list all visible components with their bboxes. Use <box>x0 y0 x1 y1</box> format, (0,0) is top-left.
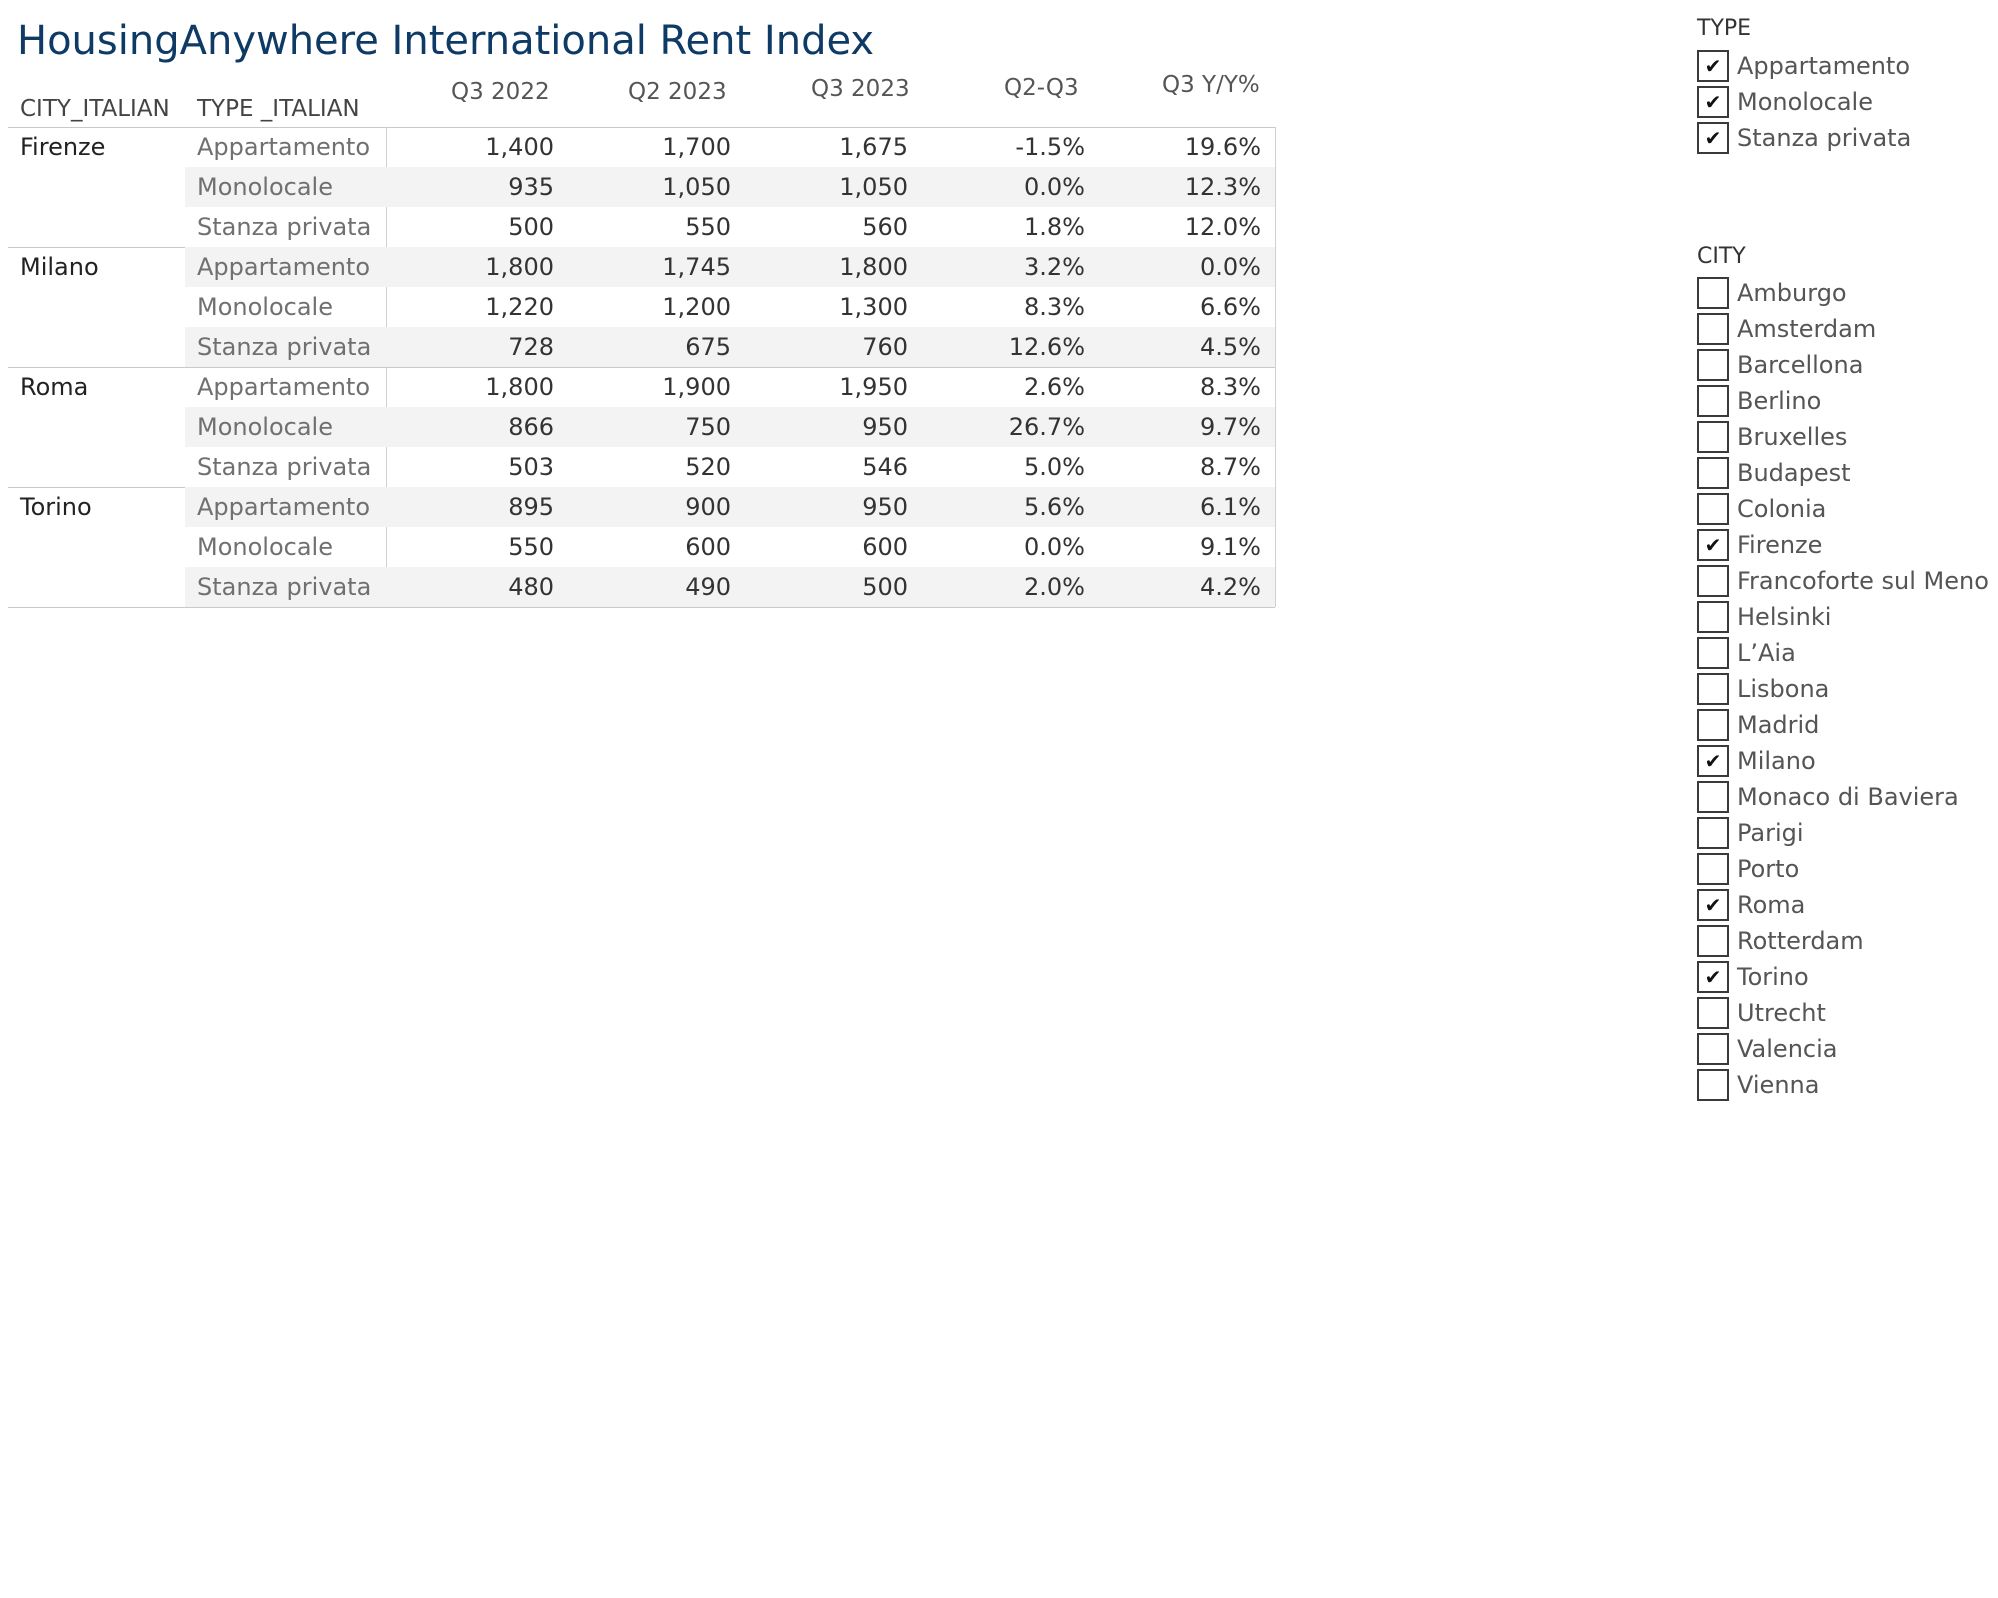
value-cell: 8.3% <box>1200 373 1261 401</box>
city-filter-label: Milano <box>1737 747 1816 775</box>
col-header-q3-2022: Q3 2022 <box>451 79 550 105</box>
value-cell: 26.7% <box>1008 413 1085 441</box>
row-header-city: CITY_ITALIAN <box>20 96 170 122</box>
type-label: Monolocale <box>197 533 333 561</box>
value-cell: 546 <box>862 453 908 481</box>
value-cell: 2.0% <box>1024 573 1085 601</box>
value-cell: 1,745 <box>662 253 731 281</box>
city-filter-label: Helsinki <box>1737 603 1832 631</box>
value-cell: 0.0% <box>1024 173 1085 201</box>
city-filter-label: Rotterdam <box>1737 927 1864 955</box>
city-label: Milano <box>20 253 99 281</box>
value-cell: 480 <box>508 573 554 601</box>
type-label: Monolocale <box>197 173 333 201</box>
city-filter-item[interactable] <box>1697 635 1796 671</box>
value-cell: 2.6% <box>1024 373 1085 401</box>
city-filter-label: Francoforte sul Meno <box>1737 567 1989 595</box>
city-filter-item[interactable] <box>1697 1067 1819 1103</box>
checkbox-unchecked-icon[interactable] <box>1697 277 1729 309</box>
city-filter-item[interactable] <box>1697 527 1822 563</box>
type-filter-title: TYPE <box>1697 16 1752 41</box>
city-filter-label: Valencia <box>1737 1035 1838 1063</box>
checkbox-unchecked-icon[interactable] <box>1697 385 1729 417</box>
value-cell: 950 <box>862 413 908 441</box>
city-filter-label: Barcellona <box>1737 351 1864 379</box>
type-label: Monolocale <box>197 413 333 441</box>
value-cell: 1,800 <box>839 253 908 281</box>
value-cell: 520 <box>685 453 731 481</box>
value-cell: 1,300 <box>839 293 908 321</box>
col-header-q3-yy: Q3 Y/Y% <box>1162 72 1260 98</box>
city-filter-label: Amburgo <box>1737 279 1847 307</box>
city-filter-title: CITY <box>1697 244 1746 269</box>
value-cell: 560 <box>862 213 908 241</box>
value-cell: 935 <box>508 173 554 201</box>
checkbox-unchecked-icon[interactable] <box>1697 421 1729 453</box>
value-cell: 9.7% <box>1200 413 1261 441</box>
checkbox-unchecked-icon[interactable] <box>1697 709 1729 741</box>
type-label: Stanza privata <box>197 453 372 481</box>
city-filter-item[interactable] <box>1697 347 1863 383</box>
city-filter-item[interactable] <box>1697 995 1826 1031</box>
checkbox-unchecked-icon[interactable] <box>1697 637 1729 669</box>
city-filter-item[interactable] <box>1697 851 1799 887</box>
value-cell: 1,950 <box>839 373 908 401</box>
value-cell: 1,050 <box>839 173 908 201</box>
checkbox-checked-icon[interactable] <box>1697 86 1729 118</box>
checkmark-icon: ✔ <box>1704 533 1722 557</box>
col-header-q2-q3: Q2-Q3 <box>1004 75 1079 101</box>
value-cell: 895 <box>508 493 554 521</box>
checkbox-checked-icon[interactable] <box>1697 122 1729 154</box>
value-cell: 900 <box>685 493 731 521</box>
city-filter-label: Budapest <box>1737 459 1851 487</box>
value-cell: 12.3% <box>1184 173 1261 201</box>
row-header-type: TYPE _ITALIAN <box>197 96 360 122</box>
value-cell: 4.2% <box>1200 573 1261 601</box>
city-filter-label: Parigi <box>1737 819 1804 847</box>
city-filter-item[interactable] <box>1697 959 1809 995</box>
city-filter-label: Amsterdam <box>1737 315 1877 343</box>
value-cell: 1,800 <box>485 373 554 401</box>
value-cell: 503 <box>508 453 554 481</box>
type-label: Appartamento <box>197 133 371 161</box>
city-filter-item[interactable] <box>1697 923 1864 959</box>
type-label: Appartamento <box>197 253 371 281</box>
group-separator <box>8 607 1275 608</box>
value-cell: 1,675 <box>839 133 908 161</box>
city-filter-label: Bruxelles <box>1737 423 1848 451</box>
checkbox-unchecked-icon[interactable] <box>1697 493 1729 525</box>
value-cell: 490 <box>685 573 731 601</box>
checkbox-checked-icon[interactable] <box>1697 50 1729 82</box>
city-filter-label: Lisbona <box>1737 675 1830 703</box>
value-cell: 550 <box>685 213 731 241</box>
value-cell: 0.0% <box>1200 253 1261 281</box>
city-filter-item[interactable] <box>1697 1031 1837 1067</box>
checkbox-unchecked-icon[interactable] <box>1697 457 1729 489</box>
city-filter-item[interactable] <box>1697 311 1876 347</box>
city-filter-label: Utrecht <box>1737 999 1826 1027</box>
city-filter-item[interactable] <box>1697 743 1816 779</box>
type-filter-item[interactable] <box>1697 120 1911 156</box>
value-cell: 12.0% <box>1184 213 1261 241</box>
checkmark-icon: ✔ <box>1704 54 1722 78</box>
city-label: Roma <box>20 373 89 401</box>
value-cell: 5.6% <box>1024 493 1085 521</box>
type-label: Stanza privata <box>197 573 372 601</box>
value-cell: 675 <box>685 333 731 361</box>
checkbox-unchecked-icon[interactable] <box>1697 1033 1729 1065</box>
checkbox-unchecked-icon[interactable] <box>1697 349 1729 381</box>
checkbox-checked-icon[interactable] <box>1697 889 1729 921</box>
checkbox-checked-icon[interactable] <box>1697 745 1729 777</box>
city-filter-label: Torino <box>1737 963 1809 991</box>
value-cell: 5.0% <box>1024 453 1085 481</box>
value-cell: 19.6% <box>1184 133 1261 161</box>
city-filter-label: Porto <box>1737 855 1800 883</box>
city-label: Torino <box>20 493 92 521</box>
checkbox-unchecked-icon[interactable] <box>1697 997 1729 1029</box>
type-filter-item[interactable] <box>1697 84 1873 120</box>
city-filter-label: Vienna <box>1737 1071 1820 1099</box>
checkbox-unchecked-icon[interactable] <box>1697 313 1729 345</box>
checkbox-unchecked-icon[interactable] <box>1697 565 1729 597</box>
value-cell: 0.0% <box>1024 533 1085 561</box>
value-cell: 8.3% <box>1024 293 1085 321</box>
value-cell: 12.6% <box>1008 333 1085 361</box>
city-filter-item[interactable] <box>1697 275 1847 311</box>
type-filter-label: Appartamento <box>1737 52 1911 80</box>
checkbox-checked-icon[interactable] <box>1697 529 1729 561</box>
value-cell: 1.8% <box>1024 213 1085 241</box>
value-cell: 550 <box>508 533 554 561</box>
checkbox-unchecked-icon[interactable] <box>1697 601 1729 633</box>
value-cell: 600 <box>685 533 731 561</box>
value-cell: 1,900 <box>662 373 731 401</box>
value-cell: 4.5% <box>1200 333 1261 361</box>
city-filter-item[interactable] <box>1697 887 1805 923</box>
value-cell: 750 <box>685 413 731 441</box>
type-filter-label: Monolocale <box>1737 88 1873 116</box>
value-cell: -1.5% <box>1015 133 1085 161</box>
city-filter-item[interactable] <box>1697 383 1821 419</box>
col-header-q2-2023: Q2 2023 <box>628 79 727 105</box>
city-filter-item[interactable] <box>1697 563 1989 599</box>
city-filter-item[interactable] <box>1697 599 1831 635</box>
type-label: Stanza privata <box>197 333 372 361</box>
checkbox-unchecked-icon[interactable] <box>1697 853 1729 885</box>
city-filter-label: Roma <box>1737 891 1806 919</box>
checkmark-icon: ✔ <box>1704 126 1722 150</box>
value-cell: 600 <box>862 533 908 561</box>
value-cell: 1,050 <box>662 173 731 201</box>
dashboard-title: HousingAnywhere International Rent Index <box>17 18 875 64</box>
city-filter-item[interactable] <box>1697 455 1851 491</box>
value-cell: 1,800 <box>485 253 554 281</box>
value-cell: 1,200 <box>662 293 731 321</box>
checkmark-icon: ✔ <box>1704 90 1722 114</box>
city-filter-label: Madrid <box>1737 711 1820 739</box>
value-cell: 1,220 <box>485 293 554 321</box>
city-filter-item[interactable] <box>1697 707 1819 743</box>
type-label: Appartamento <box>197 493 371 521</box>
city-filter-label: L’Aia <box>1737 639 1796 667</box>
value-cell: 866 <box>508 413 554 441</box>
table-right-border <box>1275 127 1276 607</box>
value-cell: 9.1% <box>1200 533 1261 561</box>
value-cell: 760 <box>862 333 908 361</box>
type-filter-item[interactable] <box>1697 48 1910 84</box>
checkmark-icon: ✔ <box>1704 965 1722 989</box>
city-filter-label: Monaco di Baviera <box>1737 783 1959 811</box>
checkbox-unchecked-icon[interactable] <box>1697 673 1729 705</box>
city-filter-label: Berlino <box>1737 387 1822 415</box>
type-label: Appartamento <box>197 373 371 401</box>
value-cell: 6.1% <box>1200 493 1261 521</box>
value-cell: 500 <box>508 213 554 241</box>
checkmark-icon: ✔ <box>1704 893 1722 917</box>
city-filter-item[interactable] <box>1697 419 1847 455</box>
checkbox-checked-icon[interactable] <box>1697 961 1729 993</box>
value-cell: 1,400 <box>485 133 554 161</box>
type-filter-label: Stanza privata <box>1737 124 1912 152</box>
value-cell: 8.7% <box>1200 453 1261 481</box>
checkbox-unchecked-icon[interactable] <box>1697 1069 1729 1101</box>
value-cell: 3.2% <box>1024 253 1085 281</box>
city-label: Firenze <box>20 133 106 161</box>
city-filter-item[interactable] <box>1697 491 1826 527</box>
checkbox-unchecked-icon[interactable] <box>1697 781 1729 813</box>
type-label: Stanza privata <box>197 213 372 241</box>
checkbox-unchecked-icon[interactable] <box>1697 817 1729 849</box>
type-label: Monolocale <box>197 293 333 321</box>
value-cell: 950 <box>862 493 908 521</box>
city-filter-label: Firenze <box>1737 531 1823 559</box>
col-header-q3-2023: Q3 2023 <box>811 76 910 102</box>
checkmark-icon: ✔ <box>1704 749 1722 773</box>
value-cell: 500 <box>862 573 908 601</box>
value-cell: 6.6% <box>1200 293 1261 321</box>
value-cell: 728 <box>508 333 554 361</box>
city-filter-label: Colonia <box>1737 495 1827 523</box>
city-filter-item[interactable] <box>1697 671 1829 707</box>
city-filter-item[interactable] <box>1697 779 1959 815</box>
value-cell: 1,700 <box>662 133 731 161</box>
checkbox-unchecked-icon[interactable] <box>1697 925 1729 957</box>
city-filter-item[interactable] <box>1697 815 1804 851</box>
